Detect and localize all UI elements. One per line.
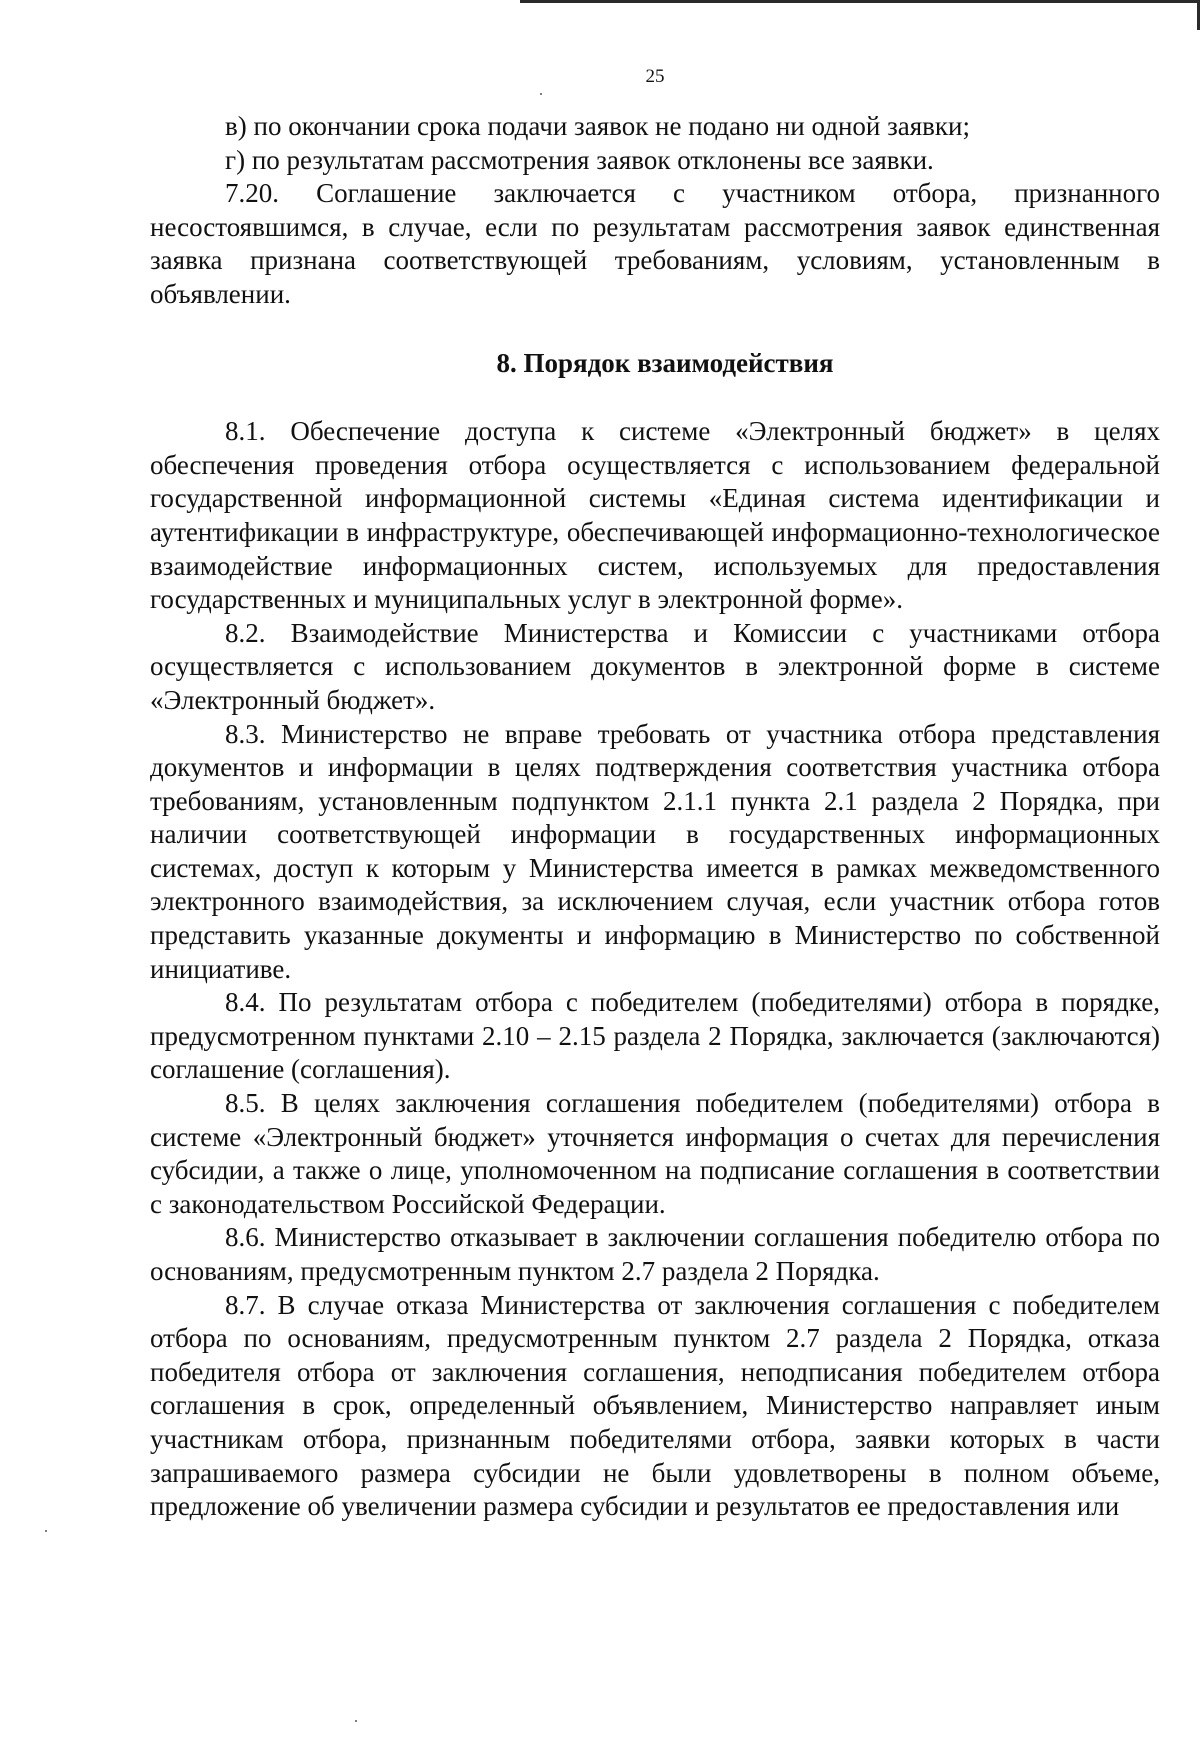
page-number: 25 xyxy=(645,66,665,87)
clause-8-2: 8.2. Взаимодействие Министерства и Комиссии с участниками отбора осуществляется с использованием документов в электронной форме в системе «Электронный бюджет». xyxy=(150,617,1160,715)
clause-8-1: 8.1. Обеспечение доступа к системе «Электронный бюджет» в целях обеспечения проведения отбора осуществляется с использованием федеральной государственной информационной системы «Единая система идентификации и аутентификации в инфраструктуре, обеспечивающей информационно-технологическое взаимодействие информационных систем, используемых для предоставления государственных и муниципальных услуг в электронной форме». xyxy=(150,416,1160,615)
list-item: в) по окончании срока подачи заявок не подано ни одной заявки; xyxy=(225,111,970,141)
clause-8-6: 8.6. Министерство отказывает в заключении соглашения победителю отбора по основаниям, предусмотренным пунктом 2.7 раздела 2 Порядка. xyxy=(150,1222,1160,1286)
document-page xyxy=(150,66,1160,1524)
section-heading: 8. Порядок взаимодействия xyxy=(496,347,834,378)
list-item: г) по результатам рассмотрения заявок отклонены все заявки. xyxy=(225,144,934,175)
clause-7-20: 7.20. Соглашение заключается с участником отбора, признанного несостоявшимся, в случае, если по результатам рассмотрения заявок единственная заявка признана соответствующей требованиям, условиям, установленным в объявлении. xyxy=(150,178,1160,309)
scan-edge-line xyxy=(520,0,1200,3)
scan-speck xyxy=(355,1720,357,1722)
clause-8-4: 8.4. По результатам отбора с победителем (победителями) отбора в порядке, предусмотренном пунктами 2.10 – 2.15 раздела 2 Порядка, заключается (заключаются) соглашение (соглашения). xyxy=(150,987,1160,1085)
scan-speck xyxy=(45,1530,47,1532)
clause-8-3: 8.3. Министерство не вправе требовать от участника отбора представления документов и информации в целях подтверждения соответствия участника отбора требованиям, установленным подпунктом 2.1.1 пункта 2.1 раздела 2 Порядка, при наличии соответствующей информации в государственных информационных системах, доступ к которым у Министерства имеется в рамках межведомственного электронного взаимодействия, за исключением случая, если участник отбора готов представить указанные документы и информацию в Министерство по собственной инициативе. xyxy=(150,718,1160,984)
clause-8-7: 8.7. В случае отказа Министерства от заключения соглашения с победителем отбора по основаниям, предусмотренным пунктом 2.7 раздела 2 Порядка, отказа победителя отбора от заключения соглашения, неподписания победителем отбора соглашения в срок, определенный объявлением, Министерство направляет иным участникам отбора, признанным победителями отбора, заявки которых в части запрашиваемого размера субсидии не были удовлетворены в полном объеме, предложение об увеличении размера субсидии и результатов ее предоставления или xyxy=(150,1289,1160,1522)
clause-8-5: 8.5. В целях заключения соглашения победителем (победителями) отбора в системе «Электронный бюджет» уточняется информация о счетах для перечисления субсидии, а также о лице, уполномоченном на подписание соглашения в соответствии с законодательством Российской Федерации. xyxy=(150,1088,1160,1219)
